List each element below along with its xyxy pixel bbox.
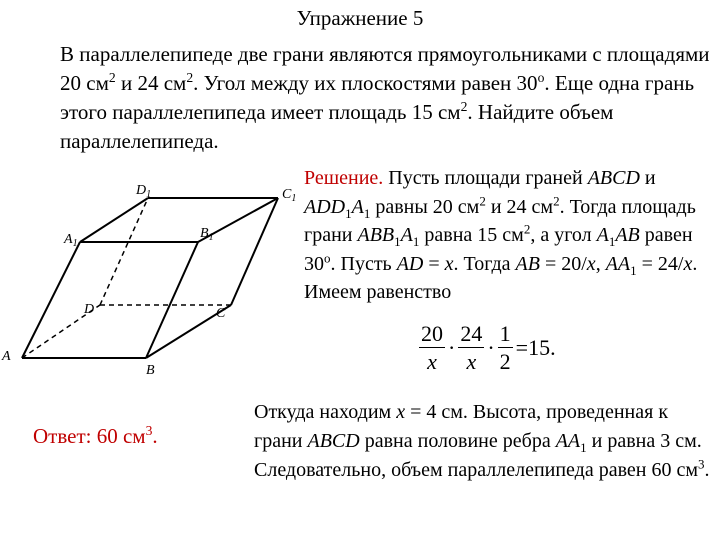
subscript: 1: [363, 205, 371, 221]
solution-fragment: равен 30: [304, 224, 693, 275]
superscript: 3: [145, 423, 153, 438]
final-end: .: [704, 459, 710, 481]
denominator: x: [427, 349, 437, 374]
problem-text: . Еще одна грань этого параллелепипеда имеет площадь 15 см: [60, 71, 695, 124]
final-fragment: и равна 3 см. Следовательно, объем параллелепипеда равен 60 см: [254, 430, 702, 481]
problem-text: . Угол между их плоскостями равен 30: [193, 71, 538, 95]
solution-text: [304, 164, 714, 307]
parallelepiped-figure: [0, 178, 300, 378]
superscript: 2: [479, 192, 486, 208]
solution-fragment: равны 20 см: [370, 195, 480, 218]
label-a: A: [2, 349, 11, 364]
math-var: ABB: [357, 224, 395, 246]
solution-fragment: . Тогда площадь грани: [304, 195, 696, 246]
math-var: ABCD: [587, 167, 640, 189]
superscript: 2: [523, 221, 531, 237]
math-var: AD: [396, 252, 424, 275]
edge-cc1: [231, 198, 278, 305]
denominator: 2: [499, 349, 511, 374]
equation: [418, 322, 558, 374]
math-var: ABCD: [307, 430, 360, 452]
multiply-dot: ·: [487, 335, 495, 360]
math-var: AB: [515, 252, 540, 275]
superscript: 2: [186, 70, 194, 85]
label-d: D: [84, 302, 95, 317]
final-fragment: = 4 см. Высота, проведенная к грани: [254, 401, 669, 452]
solution-fragment: и: [639, 167, 656, 189]
answer-text: Ответ: 60 см: [33, 424, 146, 448]
solution-fragment: Пусть площади граней: [383, 167, 588, 189]
final-fragment: Откуда находим: [254, 401, 397, 423]
solution-fragment: . Пусть: [330, 252, 397, 275]
problem-statement: [60, 40, 710, 156]
subscript: 1: [394, 234, 401, 249]
math-var: A: [351, 195, 364, 218]
numerator: 1: [499, 321, 511, 346]
multiply-dot: ·: [448, 335, 456, 360]
solution-fragment: =: [423, 252, 445, 275]
fraction-3: [498, 322, 513, 374]
math-var: x: [444, 252, 454, 275]
math-var: AA: [605, 252, 631, 275]
subscript: 1: [345, 205, 352, 221]
label-d1: $D_1$: [136, 183, 152, 200]
label-b1: $B_1$: [200, 226, 214, 243]
solution-fragment: . Тогда: [453, 252, 516, 275]
label-c: C: [216, 306, 226, 321]
degree-mark: o: [324, 249, 331, 265]
math-var: x: [586, 252, 596, 275]
math-var: A: [400, 224, 413, 246]
solution-fragment: . Имеем равенство: [304, 252, 698, 303]
superscript: 2: [108, 70, 116, 85]
superscript: 2: [553, 192, 560, 208]
fraction-1: [419, 322, 445, 374]
numerator: 20: [421, 321, 443, 346]
answer: [33, 424, 158, 449]
equation-rhs: =15.: [515, 335, 556, 360]
math-var: x: [396, 401, 406, 423]
problem-text: . Найдите объем параллелепипеда.: [60, 100, 614, 153]
label-a1: $A_1$: [64, 232, 78, 249]
solution-heading: Решение.: [304, 167, 384, 189]
label-b: B: [146, 363, 155, 378]
solution-fragment: = 20/: [539, 252, 587, 275]
math-var: A: [596, 224, 609, 246]
math-var: x: [683, 252, 693, 275]
solution-fragment: ,: [595, 252, 606, 275]
edge-bb1: [146, 242, 198, 358]
solution-fragment: равна 15 см: [419, 224, 524, 246]
math-var: ADD: [304, 195, 346, 218]
math-var: AB: [615, 224, 640, 246]
superscript: 3: [698, 456, 705, 472]
label-c1: $C_1$: [282, 187, 297, 204]
edge-aa1: [22, 242, 80, 358]
numerator: 24: [460, 321, 483, 346]
answer-end: .: [152, 424, 158, 448]
degree-mark: o: [537, 70, 545, 85]
solution-fragment: , а угол: [530, 224, 597, 246]
slide-title: Упражнение 5: [296, 6, 424, 30]
solution-fragment: и 24 см: [485, 195, 554, 218]
solution-fragment: = 24/: [636, 252, 684, 275]
subscript: 1: [580, 440, 587, 455]
superscript: 2: [460, 99, 468, 114]
final-fragment: равна половине ребра: [359, 430, 556, 452]
problem-text: и 24 см: [115, 71, 187, 95]
fraction-2: [458, 322, 484, 374]
math-var: AA: [555, 430, 581, 452]
subscript: 1: [630, 262, 637, 278]
final-reasoning: [254, 398, 714, 485]
subscript: 1: [608, 234, 616, 249]
subscript: 1: [412, 234, 420, 249]
problem-text: В параллелепипеде две грани являются прямоугольниками с площадями 20 см: [60, 42, 710, 95]
denominator: x: [466, 349, 477, 374]
